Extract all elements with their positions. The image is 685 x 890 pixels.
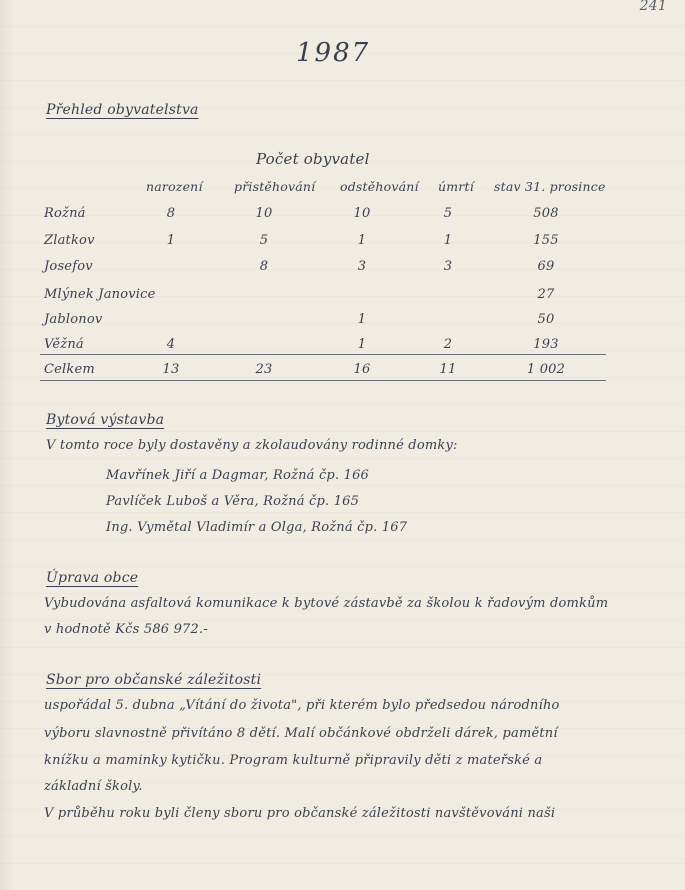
table-rule-bottom — [40, 380, 606, 381]
housing-item: Mavřínek Jiří a Dagmar, Rožná čp. 166 — [106, 468, 370, 483]
cell: 8 — [259, 259, 269, 274]
cell: 5 — [259, 233, 269, 248]
cell: 10 — [255, 206, 273, 221]
row-label-vezna: Věžná — [44, 337, 84, 352]
cell: 193 — [533, 337, 559, 352]
cell-total: 1 002 — [526, 362, 566, 377]
cell: 1 — [166, 233, 176, 248]
civic-line: základní školy. — [44, 779, 143, 794]
civic-line: knížku a maminky kytičku. Program kulturně připravily děti z mateřské a — [44, 753, 543, 768]
cell: 3 — [443, 259, 453, 274]
civic-line: V průběhu roku byli členy sboru pro občanské záležitosti navštěvováni naši — [44, 806, 556, 821]
cell: 1 — [357, 312, 367, 327]
row-label-josefov: Josefov — [44, 259, 93, 274]
cell: 50 — [537, 312, 555, 327]
cell: 27 — [537, 287, 555, 302]
housing-item: Pavlíček Luboš a Věra, Rožná čp. 165 — [106, 494, 360, 509]
row-label-zlatkov: Zlatkov — [44, 233, 95, 248]
page-number: 241 — [639, 0, 667, 14]
cell-total: 23 — [255, 362, 273, 377]
table-title: Počet obyvatel — [256, 150, 370, 168]
section-heading-housing: Bytová výstavba — [46, 412, 165, 428]
civic-line: výboru slavnostně přivítáno 8 dětí. Malí občánkové obdrželi dárek, pamětní — [44, 726, 558, 741]
column-header-moved-in: přistěhování — [234, 179, 316, 194]
civic-line: uspořádal 5. dubna „Vítání do života", při kterém bylo předsedou národního — [44, 698, 560, 713]
row-label-jablonov: Jablonov — [44, 312, 103, 327]
cell: 1 — [357, 233, 367, 248]
column-header-births: narození — [146, 179, 203, 194]
row-label-mlynek-janovice: Mlýnek Janovice — [44, 287, 156, 302]
improvement-line: v hodnotě Kčs 586 972.- — [44, 622, 208, 637]
section-heading-civic-affairs: Sbor pro občanské záležitosti — [46, 672, 262, 688]
cell-total: 16 — [353, 362, 371, 377]
section-heading-population: Přehled obyvatelstva — [46, 102, 199, 118]
row-label-total: Celkem — [44, 362, 95, 377]
cell: 1 — [357, 337, 367, 352]
cell: 2 — [443, 337, 453, 352]
cell: 155 — [533, 233, 559, 248]
cell: 69 — [537, 259, 555, 274]
improvement-line: Vybudována asfaltová komunikace k bytové zástavbě za školou k řadovým domkům — [44, 596, 609, 611]
cell: 1 — [443, 233, 453, 248]
cell: 10 — [353, 206, 371, 221]
cell-total: 11 — [439, 362, 457, 377]
column-header-status: stav 31. prosince — [494, 179, 606, 194]
housing-item: Ing. Vymětal Vladimír a Olga, Rožná čp. 167 — [106, 520, 408, 535]
column-header-moved-out: odstěhování — [340, 179, 419, 194]
year-title: 1987 — [296, 38, 371, 68]
housing-intro: V tomto roce byly dostavěny a zkolaudovány rodinné domky: — [46, 438, 458, 453]
section-heading-village-improvement: Úprava obce — [46, 570, 139, 586]
cell: 5 — [443, 206, 453, 221]
cell: 3 — [357, 259, 367, 274]
cell: 508 — [533, 206, 559, 221]
table-rule-top — [40, 354, 606, 355]
column-header-deaths: úmrtí — [438, 179, 474, 194]
cell: 8 — [166, 206, 176, 221]
cell: 4 — [166, 337, 176, 352]
row-label-rozna: Rožná — [44, 206, 86, 221]
cell-total: 13 — [162, 362, 180, 377]
